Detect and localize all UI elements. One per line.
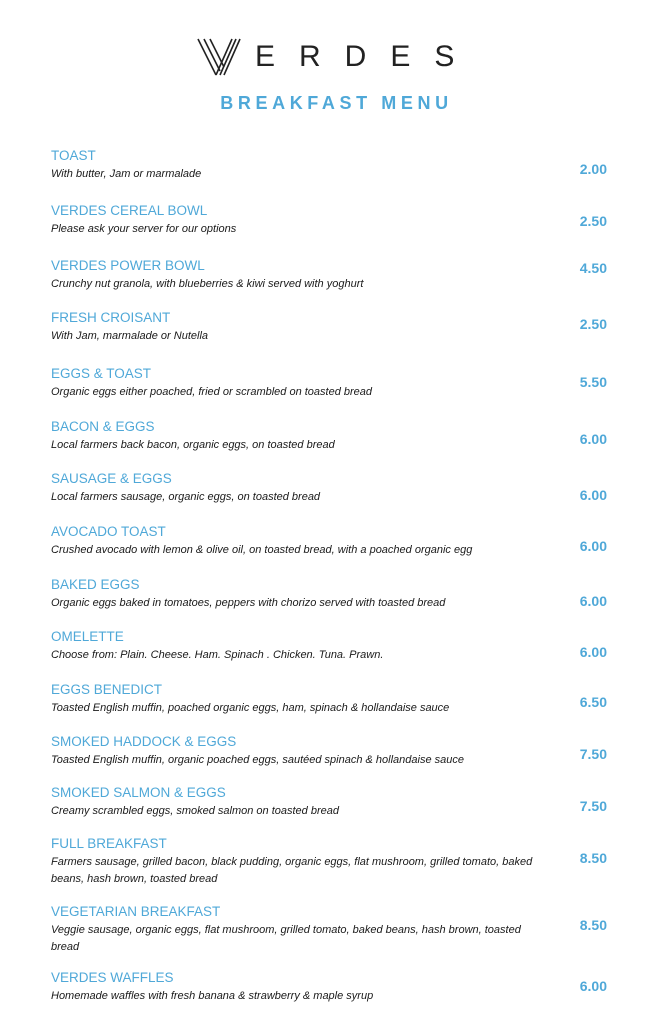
menu-item (51, 471, 611, 506)
menu-item-name: FRESH CROISANT (51, 310, 171, 325)
menu-item (51, 970, 611, 1005)
menu-item-name: EGGS & TOAST (51, 366, 152, 381)
menu-item-price: 6.00 (579, 593, 607, 609)
menu-item-price: 6.50 (579, 694, 607, 710)
menu-header (0, 30, 669, 130)
menu-item (51, 904, 611, 956)
menu-item (51, 836, 611, 888)
menu-item-description: Local farmers sausage, organic eggs, on toasted bread (51, 491, 321, 503)
menu-item-price: 5.50 (579, 374, 607, 390)
menu-item-price: 6.00 (579, 538, 607, 554)
menu-item-price: 6.00 (579, 978, 607, 994)
menu-item-description: With butter, Jam or marmalade (51, 168, 202, 180)
menu-item (51, 524, 611, 559)
menu-item-name: TOAST (51, 148, 96, 163)
menu-item-name: AVOCADO TOAST (51, 524, 166, 539)
menu-item-price: 8.50 (579, 917, 607, 933)
menu-item-name: SAUSAGE & EGGS (51, 471, 172, 486)
menu-item-name: SMOKED HADDOCK & EGGS (51, 734, 237, 749)
menu-item (51, 734, 611, 769)
menu-item-name: VERDES WAFFLES (51, 970, 174, 985)
menu-item (51, 148, 611, 183)
menu-item-description: Local farmers back bacon, organic eggs, on toasted bread (51, 439, 335, 451)
menu-item (51, 310, 611, 345)
brand-logo (196, 35, 478, 79)
menu-item-name: FULL BREAKFAST (51, 836, 167, 851)
menu-item (51, 785, 611, 820)
menu-item-name: EGGS BENEDICT (51, 682, 163, 697)
menu-item (51, 577, 611, 612)
v-monogram-icon (196, 37, 246, 77)
brand-name: ERDES (255, 40, 479, 73)
menu-item (51, 419, 611, 454)
menu-item-name: VERDES POWER BOWL (51, 258, 205, 273)
menu-item (51, 203, 611, 238)
menu-item-price: 6.00 (579, 431, 607, 447)
menu-item-name: SMOKED SALMON & EGGS (51, 785, 226, 800)
menu-item-price: 7.50 (579, 798, 607, 814)
menu-item (51, 258, 611, 293)
menu-item-description: Toasted English muffin, poached organic eggs, ham, spinach & hollandaise sauce (51, 702, 450, 714)
menu-item (51, 682, 611, 717)
menu-item-name: VEGETARIAN BREAKFAST (51, 904, 221, 919)
menu-item-price: 7.50 (579, 746, 607, 762)
menu-item-price: 2.50 (579, 316, 607, 332)
menu-item (51, 629, 611, 664)
menu-item-description: Organic eggs either poached, fried or scrambled on toasted bread (51, 386, 373, 398)
menu-item-price: 8.50 (579, 850, 607, 866)
menu-item-price: 2.50 (579, 213, 607, 229)
menu-item-name: VERDES CEREAL BOWL (51, 203, 208, 218)
menu-item-description: Please ask your server for our options (51, 223, 237, 235)
menu-item-price: 6.00 (579, 644, 607, 660)
menu-item-description: Crushed avocado with lemon & olive oil, on toasted bread, with a poached organic egg (51, 544, 473, 556)
menu-item-description: With Jam, marmalade or Nutella (51, 330, 209, 342)
menu-item-description: Organic eggs baked in tomatoes, peppers with chorizo served with toasted bread (51, 597, 446, 609)
menu-item-price: 4.50 (579, 260, 607, 276)
menu-item-name: BAKED EGGS (51, 577, 140, 592)
menu-item (51, 366, 611, 401)
menu-item-description: Choose from: Plain. Cheese. Ham. Spinach . Chicken. Tuna. Prawn. (51, 649, 384, 661)
menu-item-name: OMELETTE (51, 629, 124, 644)
menu-title: BREAKFAST MENU (220, 93, 453, 113)
menu-item-price: 6.00 (579, 487, 607, 503)
menu-item-name: BACON & EGGS (51, 419, 155, 434)
menu-item-description: Crunchy nut granola, with blueberries & kiwi served with yoghurt (51, 278, 364, 290)
menu-item-description: Creamy scrambled eggs, smoked salmon on toasted bread (51, 805, 339, 817)
menu-item-description: Homemade waffles with fresh banana & strawberry & maple syrup (51, 990, 374, 1002)
menu-item-price: 2.00 (579, 161, 607, 177)
menu-item-description: Veggie sausage, organic eggs, flat mushroom, grilled tomato, baked beans, hash brown, toasted bread (51, 924, 521, 953)
menu-item-description: Toasted English muffin, organic poached eggs, sautéed spinach & hollandaise sauce (51, 754, 464, 766)
menu-item-description: Farmers sausage, grilled bacon, black pudding, organic eggs, flat mushroom, grilled tomato, baked beans, hash brown, toasted bread (51, 856, 533, 885)
